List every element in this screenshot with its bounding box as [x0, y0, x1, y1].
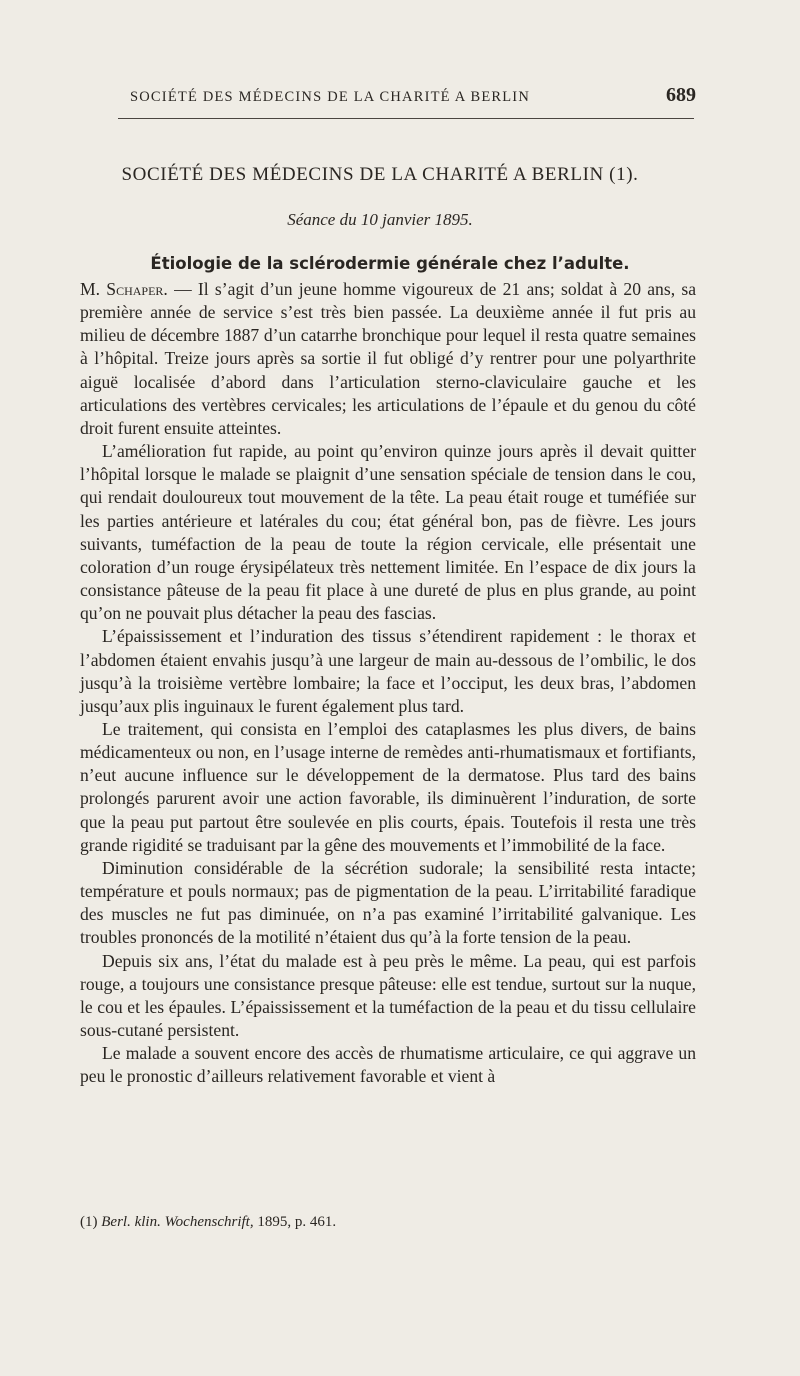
paragraph: L’épaississement et l’induration des tissus s’étendirent rapidement : le thorax et l’abdomen étaient envahis jusqu’à une largeur de main au-dessous de l’ombilic, le dos jusqu’à la troisième vertèbre lombaire; la face et l’occiput, les deux bras, l’abdomen jusqu’aux plis inguinaux le furent également plus tard.	[80, 626, 696, 716]
paragraph: L’amélioration fut rapide, au point qu’environ quinze jours après il devait quitter l’hôpital lorsque le malade se plaignit d’une sensation spéciale de tension dans le cou, qui rendait douloureux tout mouvement de la tête. La peau était rouge et tuméfiée sur les parties antérieure et latérales du cou; état général bon, pas de fièvre. Les jours suivants, tuméfaction de la peau de toute la région cervicale, elle présentait une coloration d’un rouge érysipélateux très nettement limitée. En l’espace de dix jours la consistance pâteuse de la peau fit place à une dureté de plus en plus grande, au point qu’on ne pouvait plus détacher la peau des fascias.	[80, 441, 696, 624]
header-rule	[118, 118, 694, 119]
paragraph: Le malade a souvent encore des accès de rhumatisme articulaire, ce qui aggrave un peu le pronostic d’ailleurs relativement favorable et vient à	[80, 1043, 696, 1087]
section-title: Étiologie de la sclérodermie générale chez l’adulte.	[150, 254, 630, 273]
running-header	[130, 84, 696, 110]
paragraph: Depuis six ans, l’état du malade est à peu près le même. La peau, qui est parfois rouge, a toujours une consistance presque pâteuse: elle est tendue, surtout sur la nuque, le cou et les épaules. L’épaississement et la tuméfaction de la peau et du tissu cellulaire sous-cutané persistent.	[80, 950, 696, 1040]
footnote-journal: Berl. klin. Wochenschrift,	[101, 1214, 254, 1230]
paragraph-text: — Il s’agit d’un jeune homme vigoureux de 21 ans; soldat à 20 ans, sa première année de service s’est très bien passée. La deuxième année il fut pris au milieu de décembre 1887 d’un catarrhe bronchique pour lequel il resta quatre semaines à l’hôpital. Treize jours après sa sortie il fut obligé d’y rentrer pour une polyarthrite aiguë localisée d’abord dans l’articulation sterno-claviculaire gauche et les articulations des vertèbres cervicales; les articulations de l’épaule et du genou du côté droit furent ensuite atteintes.	[80, 279, 696, 438]
speaker-name: M. Schaper.	[80, 279, 168, 299]
page-number: 689	[666, 84, 696, 106]
footnote-marker: (1)	[80, 1214, 102, 1230]
running-title: SOCIÉTÉ DES MÉDECINS DE LA CHARITÉ A BERLIN	[130, 89, 531, 105]
footnote	[80, 1214, 696, 1231]
body-text	[80, 278, 696, 1088]
footnote-details: 1895, p. 461.	[253, 1214, 337, 1230]
session-date: Séance du 10 janvier 1895.	[287, 210, 473, 229]
paragraph: Diminution considérable de la sécrétion sudorale; la sensibilité resta intacte; température et pouls normaux; pas de pigmentation de la peau. L’irritabilité faradique des muscles ne fut pas diminuée, on n’a pas examiné l’irritabilité galvanique. Les troubles prononcés de la motilité n’étaient dus qu’à la forte tension de la peau.	[80, 857, 696, 948]
article-title: SOCIÉTÉ DES MÉDECINS DE LA CHARITÉ A BERLIN (1).	[121, 164, 639, 185]
paragraph	[80, 278, 696, 440]
paragraph: Le traitement, qui consista en l’emploi des cataplasmes les plus divers, de bains médicamenteux ou non, en l’usage interne de remèdes anti-rhumatismaux et fortifiants, n’eut aucune influence sur le développement de la dermatose. Plus tard des bains prolongés parurent avoir une action favorable, ils diminuèrent l’induration, de sorte que la peau put partout être soulevée en plis courts, épais. Toutefois il resta une très grande rigidité se traduisant par la gêne des mouvements et l’immobilité de la face.	[80, 718, 696, 855]
